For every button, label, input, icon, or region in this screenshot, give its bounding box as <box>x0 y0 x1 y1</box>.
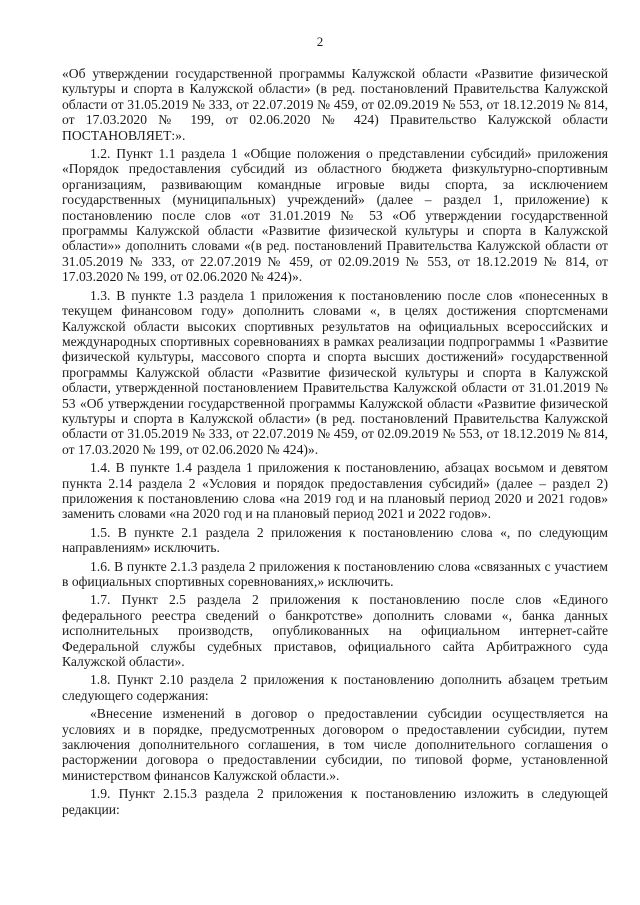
paragraph-1-4: 1.4. В пункте 1.4 раздела 1 приложения к постановлению, абзацах восьмом и девятом пункта 2.14 раздела 2 «Условия и порядок предоставления субсидий» (далее – раздел 2) приложения к постановлению слова «на 2019 год и на плановый период 2020 и 2021 годов» заменить словами «на 2020 год и на плановый период 2021 и 2022 годов». <box>62 460 608 522</box>
paragraph-1-3: 1.3. В пункте 1.3 раздела 1 приложения к постановлению после слов «понесенных в текущем финансовом году» дополнить словами «, в целях достижения спортсменами Калужской области высоких спортивных результатов на официальных всероссийских и международных спортивных соревнованиях в рамках реализации подпрограммы 1 «Развитие физической культуры, массового спорта и спорта высших достижений» государственной программы Калужской области «Развитие физической культуры и спорта в Калужской области, утвержденной постановлением Правительства Калужской области от 31.01.2019 № 53 «Об утверждении государственной программы Калужской области «Развитие физической культуры и спорта в Калужской области» (в ред. постановлений Правительства Калужской области от 31.05.2019 № 333, от 22.07.2019 № 459, от 02.09.2019 № 553, от 18.12.2019 № 814, от 17.03.2020 № 199, от 02.06.2020 № 424)». <box>62 287 608 457</box>
paragraph-1-8: 1.8. Пункт 2.10 раздела 2 приложения к постановлению дополнить абзацем третьим следующего содержания: <box>62 672 608 703</box>
paragraph-preamble-continuation: «Об утверждении государственной программы Калужской области «Развитие физической культуры и спорта в Калужской области» (в ред. постановлений Правительства Калужской области от 31.05.2019 № 333, от 22.07.2019 № 459, от 02.09.2019 № 553, от 18.12.2019 № 814, от 17.03.2020 № 199, от 02.06.2020 № 424) Правительство Калужской области ПОСТАНОВЛЯЕТ:». <box>62 66 608 143</box>
paragraph-1-9: 1.9. Пункт 2.15.3 раздела 2 приложения к постановлению изложить в следующей редакции: <box>62 786 608 817</box>
paragraph-1-6: 1.6. В пункте 2.1.3 раздела 2 приложения к постановлению слова «связанных с участием в официальных спортивных соревнованиях,» исключить. <box>62 558 608 589</box>
paragraph-1-2: 1.2. Пункт 1.1 раздела 1 «Общие положения о представлении субсидий» приложения «Порядок предоставления субсидий из областного бюджета физкультурно-спортивным организациям, развивающим командные игровые виды спорта, за исключением государственных (муниципальных) учреждений» (далее – раздел 1, приложение) к постановлению после слов «от 31.01.2019 № 53 «Об утверждении государственной программы Калужской области «Развитие физической культуры и спорта в Калужской области»» дополнить словами «(в ред. постановлений Правительства Калужской области от 31.05.2019 № 333, от 22.07.2019 № 459, от 02.09.2019 № 553, от 18.12.2019 № 814, от 17.03.2020 № 199, от 02.06.2020 № 424)». <box>62 146 608 285</box>
paragraph-1-7: 1.7. Пункт 2.5 раздела 2 приложения к постановлению после слов «Единого федерального реестра сведений о банкротстве» дополнить словами «, банка данных исполнительных производств, опубликованных на официальном интернет-сайте Федеральной службы судебных приставов, официального сайта Арбитражного суда Калужской области». <box>62 592 608 670</box>
paragraph-quoted-insertion: «Внесение изменений в договор о предоставлении субсидии осуществляется на условиях и в порядке, предусмотренных договором о предоставлении субсидии, путем заключения дополнительного соглашения, в том числе дополнительного соглашения о расторжении договора о предоставлении субсидии, по типовой форме, установленной министерством финансов Калужской области.». <box>62 706 608 783</box>
page-number: 2 <box>316 34 324 49</box>
paragraph-1-5: 1.5. В пункте 2.1 раздела 2 приложения к постановлению слова «, по следующим направлениям» исключить. <box>62 524 608 556</box>
document-body <box>62 66 608 820</box>
